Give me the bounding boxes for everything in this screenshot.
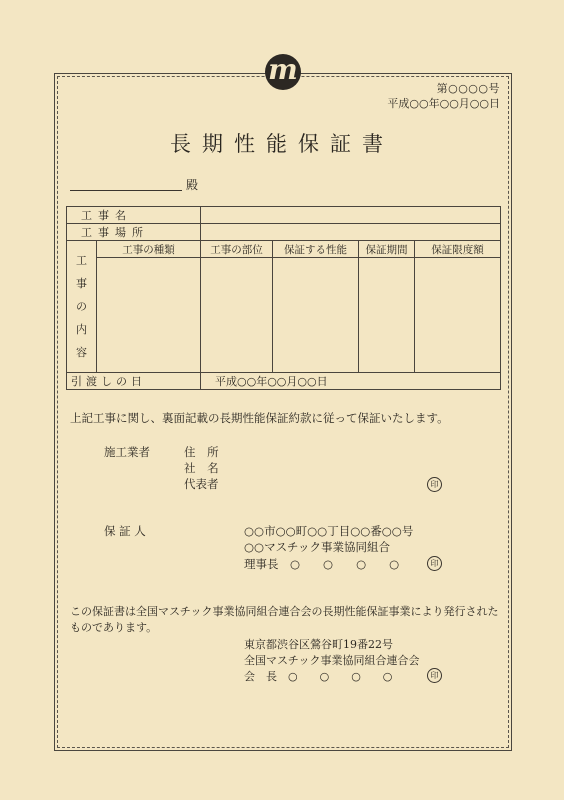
footer-rep: 会 長 ○ ○ ○ ○ xyxy=(244,670,393,683)
footer-note: この保証書は全国マスチック事業協同組合連合会の長期性能保証事業により発行されたものであります。 xyxy=(70,605,499,634)
col-limit: 保証限度額 xyxy=(415,241,501,258)
guarantor-address: ○○市○○町○○丁目○○番○○号 xyxy=(244,524,414,538)
guarantor-heading: 保 証 人 xyxy=(104,524,146,538)
construction-site-value xyxy=(201,224,501,241)
addressee-suffix: 殿 xyxy=(186,178,199,192)
cell-period xyxy=(359,258,415,373)
construction-name-value xyxy=(201,207,501,224)
contractor-seal-icon: 印 xyxy=(427,477,442,492)
cell-limit xyxy=(415,258,501,373)
cell-performance xyxy=(273,258,359,373)
document-date: 平成○○年○○月○○日 xyxy=(387,97,500,110)
warranty-statement: 上記工事に関し、裏面記載の長期性能保証約款に従って保証いたします。 xyxy=(70,411,449,425)
contractor-company-label: 社 名 xyxy=(184,461,223,475)
col-performance: 保証する性能 xyxy=(273,241,359,258)
contractor-rep-label: 代表者 xyxy=(184,477,219,491)
document-title: 長期性能保証書 xyxy=(170,132,394,156)
handover-label: 引渡しの日 xyxy=(67,373,201,390)
addressee-line xyxy=(70,190,182,191)
col-period: 保証期間 xyxy=(359,241,415,258)
col-work-type: 工事の種類 xyxy=(97,241,201,258)
handover-date: 平成○○年○○月○○日 xyxy=(201,373,501,390)
document-number: 第○○○○号 xyxy=(436,82,500,95)
work-content-label: 工 事 の 内 容 xyxy=(67,241,97,373)
construction-site-label: 工事場所 xyxy=(67,224,201,241)
guarantor-rep: 理事長 ○ ○ ○ ○ xyxy=(244,557,400,571)
col-work-part: 工事の部位 xyxy=(201,241,273,258)
construction-name-label: 工事名 xyxy=(67,207,201,224)
footer-org: 全国マスチック事業協同組合連合会 xyxy=(244,654,420,667)
m-logo-icon: m xyxy=(265,54,301,90)
cell-work-type xyxy=(97,258,201,373)
federation-seal-icon: 印 xyxy=(427,668,442,683)
contractor-heading: 施工業者 xyxy=(104,445,150,459)
contractor-address-label: 住 所 xyxy=(184,445,223,459)
footer-address: 東京都渋谷区鶯谷町19番22号 xyxy=(244,638,393,651)
cell-work-part xyxy=(201,258,273,373)
guarantor-org: ○○マスチック事業協同組合 xyxy=(244,540,390,554)
construction-table xyxy=(66,206,501,390)
guarantor-seal-icon: 印 xyxy=(427,556,442,571)
